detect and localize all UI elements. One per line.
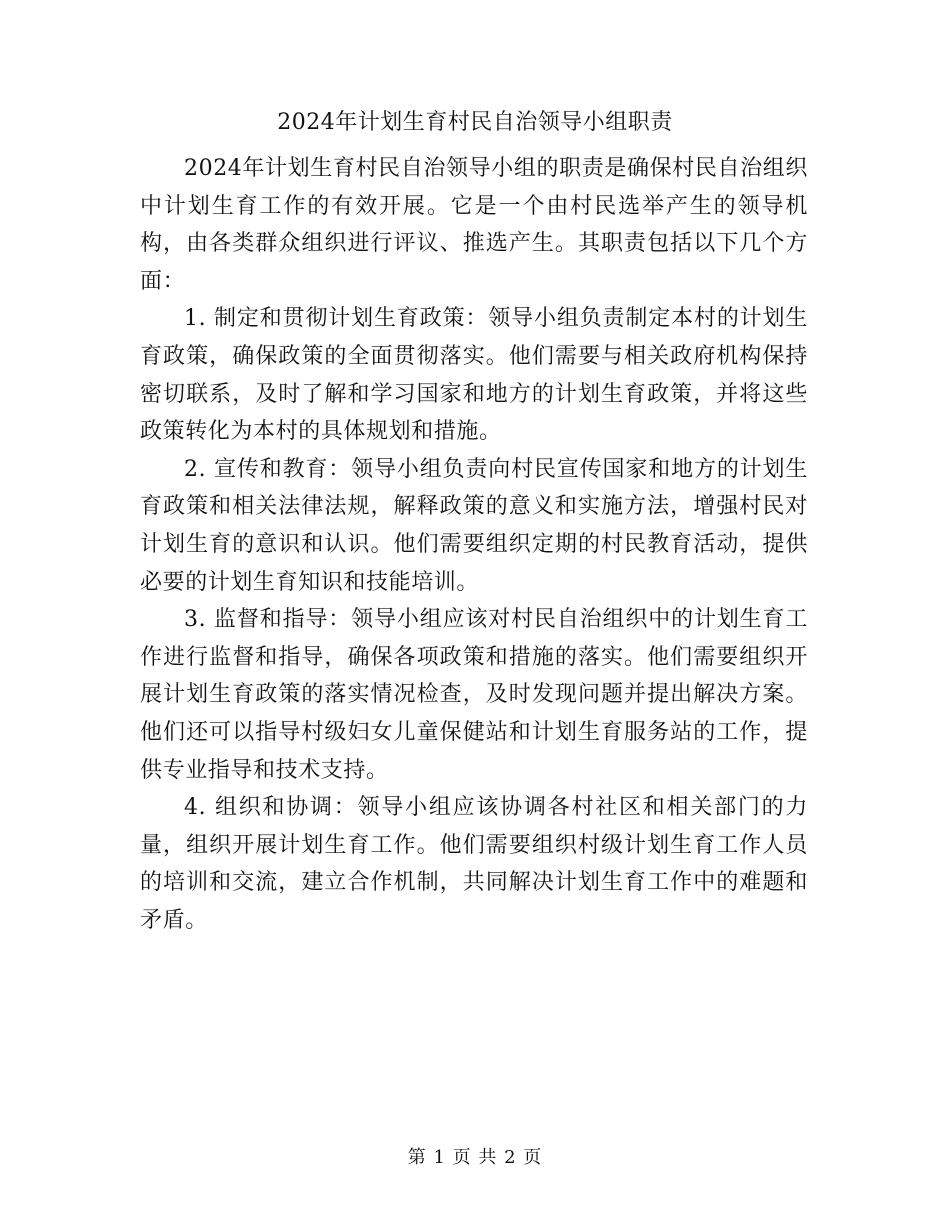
item-2-paragraph: 2. 宣传和教育：领导小组负责向村民宣传国家和地方的计划生育政策和相关法律法规，解释政策的意义和实施方法，增强村民对计划生育的意识和认识。他们需要组织定期的村民教育活动，提供必要的计划生育知识和技能培训。 — [140, 456, 808, 595]
document-title: 2024年计划生育村民自治领导小组职责 — [277, 110, 673, 135]
page-footer: 第 1 页 共 2 页 — [407, 1147, 543, 1168]
intro-paragraph: 2024年计划生育村民自治领导小组的职责是确保村民自治组织中计划生育工作的有效开展。它是一个由村民选举产生的领导机构，由各类群众组织进行评议、推选产生。其职责包括以下几个方面： — [140, 156, 808, 294]
item-1-paragraph: 1. 制定和贯彻计划生育政策：领导小组负责制定本村的计划生育政策，确保政策的全面贯彻落实。他们需要与相关政府机构保持密切联系，及时了解和学习国家和地方的计划生育政策，并将这些政策转化为本村的具体规划和措施。 — [140, 306, 808, 445]
item-4-paragraph: 4. 组织和协调：领导小组应该协调各村社区和相关部门的力量，组织开展计划生育工作。他们需要组织村级计划生育工作人员的培训和交流，建立合作机制，共同解决计划生育工作中的难题和矛盾。 — [140, 795, 808, 933]
document-body — [140, 150, 808, 939]
item-3-paragraph: 3. 监督和指导：领导小组应该对村民自治组织中的计划生育工作进行监督和指导，确保各项政策和措施的落实。他们需要组织开展计划生育政策的落实情况检查，及时发现问题并提出解决方案。他们还可以指导村级妇女儿童保健站和计划生育服务站的工作，提供专业指导和技术支持。 — [140, 607, 808, 783]
